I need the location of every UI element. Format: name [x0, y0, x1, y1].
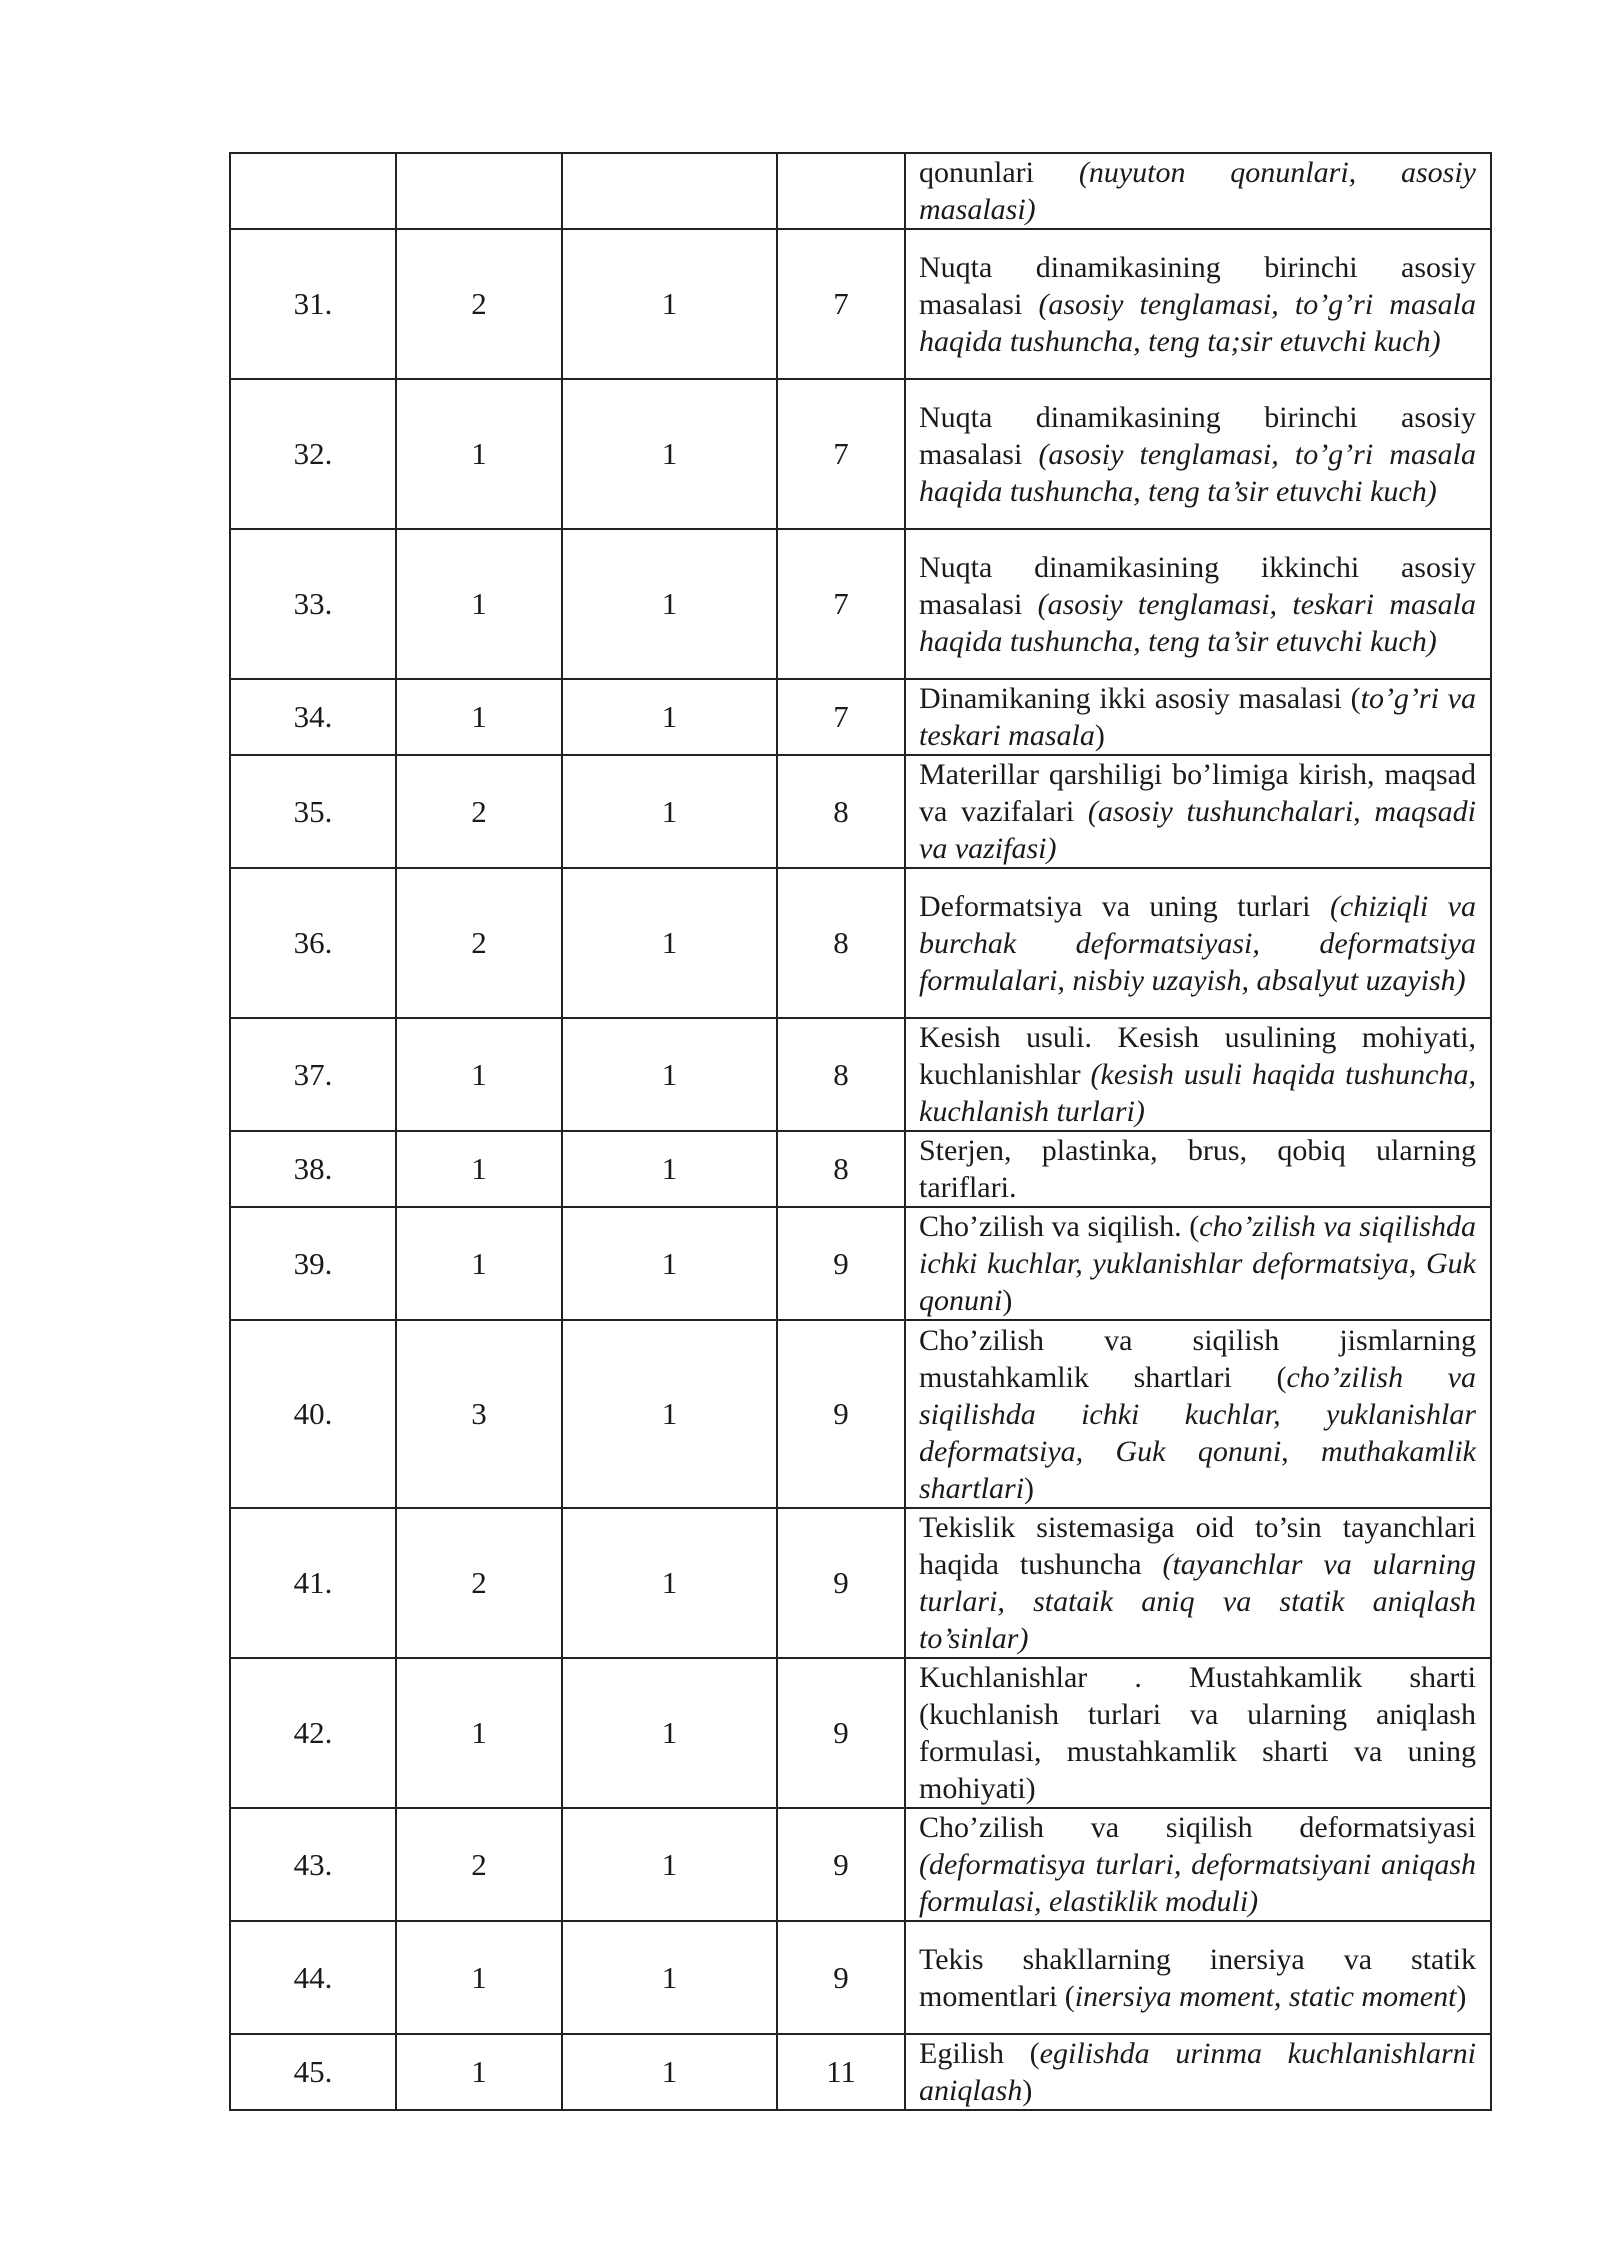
cell-week: 11 [777, 2034, 905, 2110]
cell-number: 31. [230, 229, 396, 379]
cell-week: 7 [777, 529, 905, 679]
cell-hours-a: 3 [396, 1320, 562, 1508]
topic-detail-italic: (asosiy tushunchalari, maqsadi va vazifasi) [919, 795, 1476, 865]
cell-topic [905, 1320, 1491, 1508]
cell-hours-a: 1 [396, 1018, 562, 1131]
table-row [230, 229, 1491, 379]
cell-hours-b [562, 153, 777, 229]
cell-number: 45. [230, 2034, 396, 2110]
cell-hours-b: 1 [562, 868, 777, 1018]
cell-number: 41. [230, 1508, 396, 1658]
cell-week: 7 [777, 379, 905, 529]
topic-text: Deformatsiya va uning turlari [919, 889, 1330, 923]
topic-detail-italic: to’g’ri va teskari masala [919, 682, 1476, 752]
cell-hours-b: 1 [562, 229, 777, 379]
cell-hours-a: 1 [396, 679, 562, 755]
topic-text: Dinamikaning ikki asosiy masalasi ( [919, 682, 1361, 715]
table-row [230, 1658, 1491, 1808]
topic-text: Sterjen, plastinka, brus, qobiq ularning tariflari. [919, 1134, 1476, 1204]
cell-hours-a: 2 [396, 755, 562, 868]
cell-hours-b: 1 [562, 529, 777, 679]
cell-topic [905, 755, 1491, 868]
cell-hours-a: 1 [396, 1921, 562, 2034]
cell-number: 37. [230, 1018, 396, 1131]
cell-topic [905, 868, 1491, 1018]
topic-detail-italic: (kesish usuli haqida tushuncha, kuchlanish turlari) [919, 1058, 1476, 1128]
topic-text: Cho’zilish va siqilish. ( [919, 1210, 1200, 1243]
topic-text: Nuqta dinamikasining ikkinchi asosiy masalasi [919, 550, 1476, 621]
cell-hours-a [396, 153, 562, 229]
topic-text: ) [1456, 1979, 1467, 2013]
topic-detail-italic: inersiya moment, static moment [1074, 1979, 1457, 2013]
topic-text: Egilish ( [919, 2037, 1040, 2070]
topic-text: qonunlari [919, 156, 1079, 189]
table-row [230, 2034, 1491, 2110]
cell-number: 34. [230, 679, 396, 755]
cell-topic [905, 1207, 1491, 1320]
cell-number: 39. [230, 1207, 396, 1320]
cell-week: 8 [777, 755, 905, 868]
cell-topic [905, 2034, 1491, 2110]
cell-topic [905, 1131, 1491, 1207]
table-row [230, 153, 1491, 229]
cell-topic [905, 229, 1491, 379]
cell-week: 9 [777, 1320, 905, 1508]
cell-week: 7 [777, 679, 905, 755]
cell-week: 8 [777, 1018, 905, 1131]
table-row [230, 1808, 1491, 1921]
cell-number: 36. [230, 868, 396, 1018]
cell-hours-b: 1 [562, 1658, 777, 1808]
table-row [230, 1320, 1491, 1508]
cell-hours-a: 2 [396, 1508, 562, 1658]
cell-number: 42. [230, 1658, 396, 1808]
cell-hours-b: 1 [562, 1808, 777, 1921]
cell-hours-a: 2 [396, 868, 562, 1018]
table-row [230, 755, 1491, 868]
topic-text: Cho’zilish va siqilish deformatsiyasi [919, 1811, 1476, 1844]
topic-text: Kuchlanishlar . Mustahkamlik sharti (kuchlanish turlari va ularning aniqlash formulasi, mustahkamlik sharti va uning mohiyati) [919, 1661, 1476, 1805]
cell-week: 9 [777, 1808, 905, 1921]
cell-week: 9 [777, 1921, 905, 2034]
topic-detail-italic: (asosiy tenglamasi, to’g’ri masala haqida tushuncha, teng ta;sir etuvchi kuch) [919, 287, 1476, 358]
topic-detail-italic: (deformatisya turlari, deformatsiyani aniqash formulasi, elastiklik moduli) [919, 1848, 1476, 1918]
schedule-table [229, 152, 1492, 2111]
cell-week: 9 [777, 1207, 905, 1320]
table-row [230, 379, 1491, 529]
cell-week: 8 [777, 1131, 905, 1207]
cell-number: 40. [230, 1320, 396, 1508]
cell-hours-b: 1 [562, 1207, 777, 1320]
table-row [230, 1921, 1491, 2034]
cell-hours-b: 1 [562, 1131, 777, 1207]
topic-text: ) [1024, 1471, 1035, 1505]
topic-detail-italic: (asosiy tenglamasi, to’g’ri masala haqida tushuncha, teng ta’sir etuvchi kuch) [919, 437, 1476, 508]
cell-week: 9 [777, 1508, 905, 1658]
table-row [230, 679, 1491, 755]
cell-week: 9 [777, 1658, 905, 1808]
topic-text: Tekis shakllarning inersiya va statik momentlari ( [919, 1942, 1476, 2013]
cell-hours-b: 1 [562, 1921, 777, 2034]
cell-hours-b: 1 [562, 679, 777, 755]
table-row [230, 1207, 1491, 1320]
topic-detail-italic: cho’zilish va siqilishda ichki kuchlar, yuklanishlar deformatsiya, Guk qonuni, muthakamlik shartlari [919, 1360, 1476, 1505]
cell-topic [905, 1508, 1491, 1658]
cell-topic [905, 1921, 1491, 2034]
table-row [230, 868, 1491, 1018]
cell-number: 43. [230, 1808, 396, 1921]
cell-hours-b: 1 [562, 2034, 777, 2110]
topic-text: Materillar qarshiligi bo’limiga kirish, maqsad va vazifalari [919, 758, 1476, 828]
topic-detail-italic: (chiziqli va burchak deformatsiyasi, deformatsiya formulalari, nisbiy uzayish, absalyut uzayish) [919, 889, 1476, 997]
cell-hours-a: 2 [396, 1808, 562, 1921]
table-row [230, 1508, 1491, 1658]
topic-text: ) [1002, 1284, 1013, 1317]
table-row [230, 529, 1491, 679]
topic-text: Cho’zilish va siqilish jismlarning mustahkamlik shartlari ( [919, 1323, 1476, 1394]
cell-hours-b: 1 [562, 1018, 777, 1131]
cell-number: 32. [230, 379, 396, 529]
schedule-body [230, 153, 1491, 2110]
topic-text: ) [1094, 719, 1105, 752]
topic-text: Kesish usuli. Kesish usulining mohiyati, kuchlanishlar [919, 1021, 1476, 1091]
table-row [230, 1131, 1491, 1207]
topic-detail-italic: (nuyuton qonunlari, asosiy masalasi) [919, 156, 1476, 226]
cell-topic [905, 379, 1491, 529]
cell-week: 8 [777, 868, 905, 1018]
topic-text: Nuqta dinamikasining birinchi asosiy masalasi [919, 400, 1476, 471]
topic-text: Nuqta dinamikasining birinchi asosiy masalasi [919, 250, 1476, 321]
cell-hours-b: 1 [562, 1508, 777, 1658]
cell-topic [905, 529, 1491, 679]
cell-topic [905, 679, 1491, 755]
cell-hours-a: 1 [396, 1658, 562, 1808]
cell-hours-a: 1 [396, 1131, 562, 1207]
cell-number [230, 153, 396, 229]
topic-text: ) [1022, 2074, 1033, 2107]
topic-detail-italic: cho’zilish va siqilishda ichki kuchlar, yuklanishlar deformatsiya, Guk qonuni [919, 1210, 1476, 1317]
cell-number: 35. [230, 755, 396, 868]
topic-text: Tekislik sistemasiga oid to’sin tayanchlari haqida tushuncha [919, 1511, 1476, 1581]
cell-hours-a: 1 [396, 529, 562, 679]
cell-hours-a: 2 [396, 229, 562, 379]
topic-detail-italic: egilishda urinma kuchlanishlarni aniqlash [919, 2037, 1476, 2107]
cell-week: 7 [777, 229, 905, 379]
cell-hours-b: 1 [562, 1320, 777, 1508]
cell-topic [905, 1658, 1491, 1808]
cell-number: 44. [230, 1921, 396, 2034]
cell-topic [905, 1018, 1491, 1131]
cell-hours-b: 1 [562, 379, 777, 529]
cell-topic [905, 1808, 1491, 1921]
table-row [230, 1018, 1491, 1131]
cell-number: 33. [230, 529, 396, 679]
cell-week [777, 153, 905, 229]
cell-topic [905, 153, 1491, 229]
cell-hours-b: 1 [562, 755, 777, 868]
cell-number: 38. [230, 1131, 396, 1207]
topic-detail-italic: (asosiy tenglamasi, teskari masala haqida tushuncha, teng ta’sir etuvchi kuch) [919, 587, 1476, 658]
cell-hours-a: 1 [396, 1207, 562, 1320]
cell-hours-a: 1 [396, 2034, 562, 2110]
cell-hours-a: 1 [396, 379, 562, 529]
topic-detail-italic: (tayanchlar va ularning turlari, stataik aniq va statik aniqlash to’sinlar) [919, 1548, 1476, 1655]
